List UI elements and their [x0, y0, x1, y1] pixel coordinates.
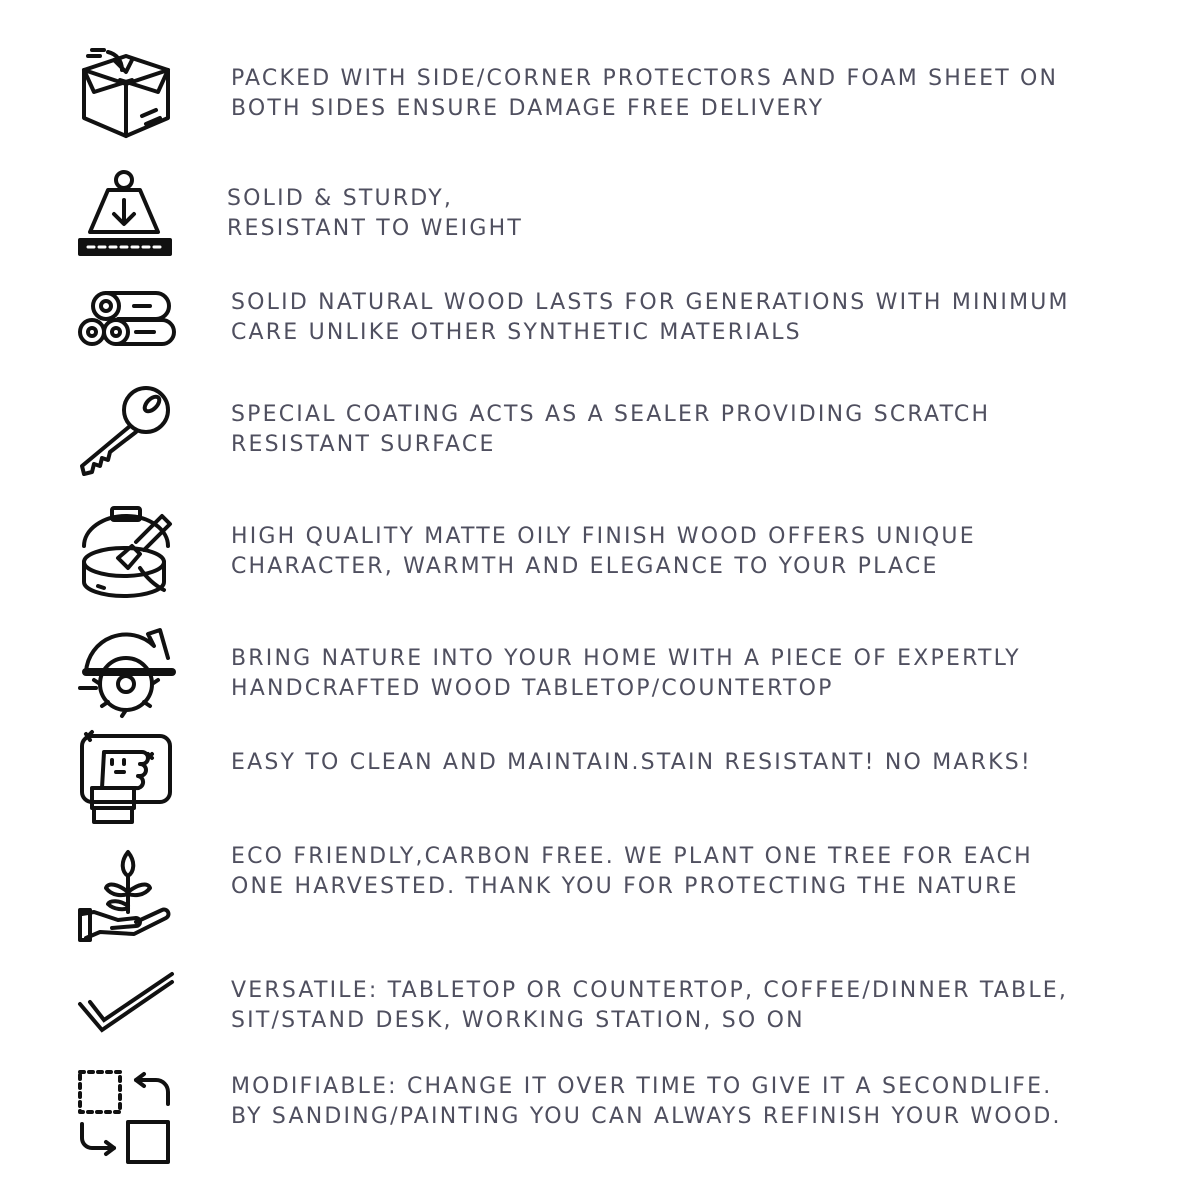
feature-line: SOLID NATURAL WOOD LASTS FOR GENERATIONS WITH MINIMUM: [231, 290, 1070, 315]
circular-saw-icon: [78, 628, 174, 724]
feature-line: SPECIAL COATING ACTS AS A SEALER PROVIDING SCRATCH: [231, 402, 991, 427]
feature-line: MODIFIABLE: CHANGE IT OVER TIME TO GIVE IT A SECONDLIFE.: [231, 1074, 1053, 1099]
feature-line: ECO FRIENDLY,CARBON FREE. WE PLANT ONE TREE FOR EACH: [231, 844, 1033, 869]
feature-line: BY SANDING/PAINTING YOU CAN ALWAYS REFINISH YOUR WOOD.: [231, 1104, 1062, 1129]
feature-line: CHARACTER, WARMTH AND ELEGANCE TO YOUR PLACE: [231, 554, 939, 579]
feature-line: SOLID & STURDY,: [227, 186, 454, 211]
weight-icon: [78, 168, 174, 264]
hand-plant-icon: [78, 848, 174, 944]
package-box-icon: [78, 46, 174, 142]
feature-line: HIGH QUALITY MATTE OILY FINISH WOOD OFFERS UNIQUE: [231, 524, 976, 549]
feature-text: [231, 288, 1131, 348]
checkmark-icon: [78, 972, 174, 1038]
feature-text: [231, 976, 1131, 1036]
feature-line: RESISTANT TO WEIGHT: [227, 216, 523, 241]
feature-line: CARE UNLIKE OTHER SYNTHETIC MATERIALS: [231, 320, 802, 345]
feature-text: [227, 184, 1127, 244]
key-icon: [78, 386, 174, 482]
feature-line: BOTH SIDES ENSURE DAMAGE FREE DELIVERY: [231, 96, 825, 121]
feature-line: ONE HARVESTED. THANK YOU FOR PROTECTING THE NATURE: [231, 874, 1019, 899]
logs-icon: [78, 286, 174, 356]
feature-line: BRING NATURE INTO YOUR HOME WITH A PIECE OF EXPERTLY: [231, 646, 1021, 671]
feature-line: SIT/STAND DESK, WORKING STATION, SO ON: [231, 1008, 805, 1033]
feature-text: [231, 400, 1131, 460]
cleaning-glove-icon: [78, 730, 174, 826]
feature-line: HANDCRAFTED WOOD TABLETOP/COUNTERTOP: [231, 676, 834, 701]
feature-text: [231, 522, 1131, 582]
feature-text: [231, 748, 1131, 778]
feature-text: [231, 64, 1131, 124]
feature-line: PACKED WITH SIDE/CORNER PROTECTORS AND FOAM SHEET ON: [231, 66, 1059, 91]
paint-can-brush-icon: [78, 506, 174, 602]
feature-line: RESISTANT SURFACE: [231, 432, 496, 457]
feature-text: [231, 644, 1131, 704]
feature-text: [231, 1072, 1131, 1132]
transform-arrows-icon: [78, 1068, 174, 1164]
feature-text: [231, 842, 1131, 902]
feature-line: VERSATILE: TABLETOP OR COUNTERTOP, COFFEE/DINNER TABLE,: [231, 978, 1069, 1003]
feature-line: EASY TO CLEAN AND MAINTAIN.STAIN RESISTANT! NO MARKS!: [231, 750, 1032, 775]
